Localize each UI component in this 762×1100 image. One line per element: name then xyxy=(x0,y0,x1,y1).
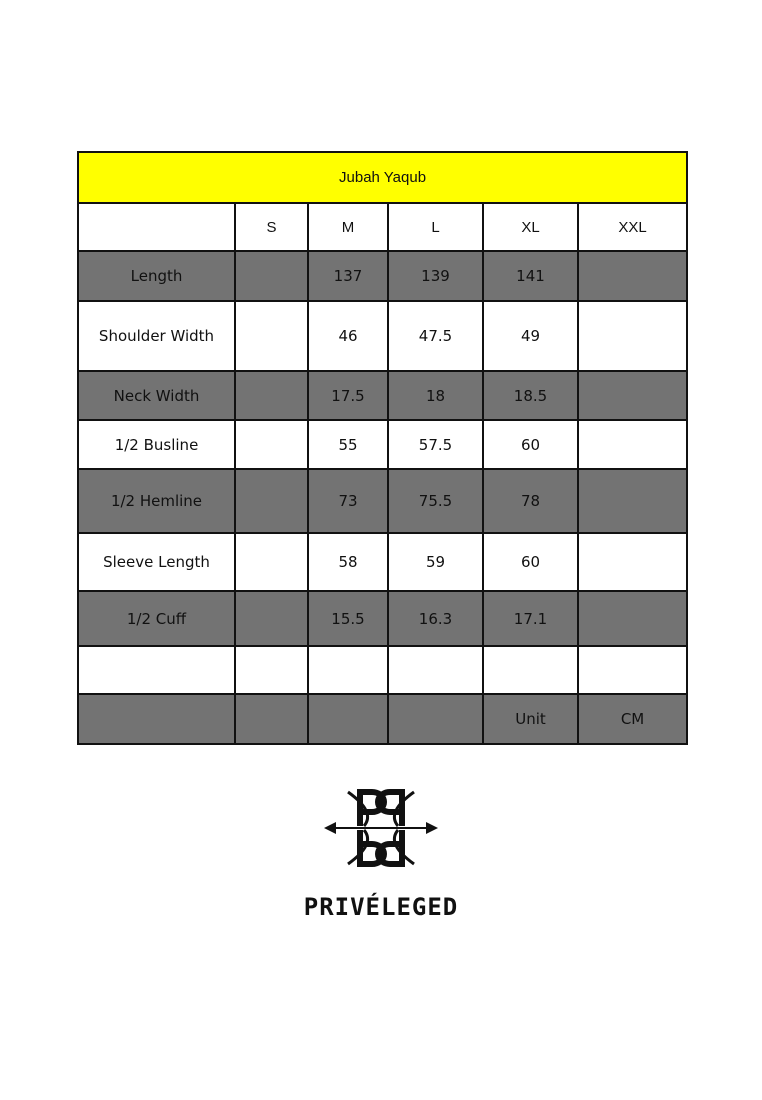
row-label: Neck Width xyxy=(78,371,235,420)
table-row xyxy=(78,371,687,420)
table-cell: 57.5 xyxy=(388,420,483,469)
table-cell xyxy=(578,251,687,301)
table-row xyxy=(78,301,687,371)
size-chart-body xyxy=(78,152,687,744)
table-cell: 18 xyxy=(388,371,483,420)
table-cell: 141 xyxy=(483,251,578,301)
table-row xyxy=(78,646,687,694)
privileged-monogram-icon xyxy=(320,782,442,874)
table-cell: 139 xyxy=(388,251,483,301)
table-cell xyxy=(235,646,308,694)
table-cell xyxy=(308,646,388,694)
table-cell: 47.5 xyxy=(388,301,483,371)
table-cell xyxy=(578,646,687,694)
table-cell: 18.5 xyxy=(483,371,578,420)
table-row xyxy=(78,469,687,533)
table-cell: CM xyxy=(578,694,687,744)
title-row xyxy=(78,152,687,203)
table-row xyxy=(78,420,687,469)
row-label xyxy=(78,646,235,694)
table-cell xyxy=(483,646,578,694)
table-cell xyxy=(235,371,308,420)
table-cell xyxy=(235,533,308,591)
table-cell xyxy=(578,420,687,469)
table-cell: 15.5 xyxy=(308,591,388,646)
table-row xyxy=(78,591,687,646)
table-cell: 55 xyxy=(308,420,388,469)
table-cell: 59 xyxy=(388,533,483,591)
table-cell: 137 xyxy=(308,251,388,301)
table-row xyxy=(78,533,687,591)
table-title: Jubah Yaqub xyxy=(78,152,687,203)
row-label: 1/2 Busline xyxy=(78,420,235,469)
table-cell xyxy=(578,371,687,420)
table-cell xyxy=(388,694,483,744)
column-header: XXL xyxy=(578,203,687,251)
column-header: XL xyxy=(483,203,578,251)
table-cell: 17.1 xyxy=(483,591,578,646)
table-cell xyxy=(235,694,308,744)
brand-name: PRIVÉLEGED xyxy=(303,893,459,921)
row-label: Shoulder Width xyxy=(78,301,235,371)
table-cell xyxy=(235,301,308,371)
table-cell: 17.5 xyxy=(308,371,388,420)
table-cell: 46 xyxy=(308,301,388,371)
column-header: M xyxy=(308,203,388,251)
table-row xyxy=(78,251,687,301)
table-cell xyxy=(235,420,308,469)
row-label: Length xyxy=(78,251,235,301)
table-cell: 16.3 xyxy=(388,591,483,646)
table-cell xyxy=(308,694,388,744)
table-cell: 73 xyxy=(308,469,388,533)
column-header: L xyxy=(388,203,483,251)
table-cell xyxy=(235,591,308,646)
header-row xyxy=(78,203,687,251)
table-cell xyxy=(578,469,687,533)
row-label: 1/2 Hemline xyxy=(78,469,235,533)
row-label xyxy=(78,694,235,744)
table-cell: 49 xyxy=(483,301,578,371)
table-cell xyxy=(388,646,483,694)
table-cell xyxy=(578,301,687,371)
table-cell xyxy=(578,591,687,646)
table-cell: 60 xyxy=(483,420,578,469)
size-chart-table xyxy=(77,151,688,745)
table-row xyxy=(78,694,687,744)
table-cell xyxy=(578,533,687,591)
table-cell: 75.5 xyxy=(388,469,483,533)
table-cell xyxy=(235,469,308,533)
row-label: Sleeve Length xyxy=(78,533,235,591)
table-cell xyxy=(235,251,308,301)
column-header: S xyxy=(235,203,308,251)
column-header xyxy=(78,203,235,251)
row-label: 1/2 Cuff xyxy=(78,591,235,646)
table-cell: 58 xyxy=(308,533,388,591)
table-cell: 60 xyxy=(483,533,578,591)
table-cell: 78 xyxy=(483,469,578,533)
table-cell: Unit xyxy=(483,694,578,744)
